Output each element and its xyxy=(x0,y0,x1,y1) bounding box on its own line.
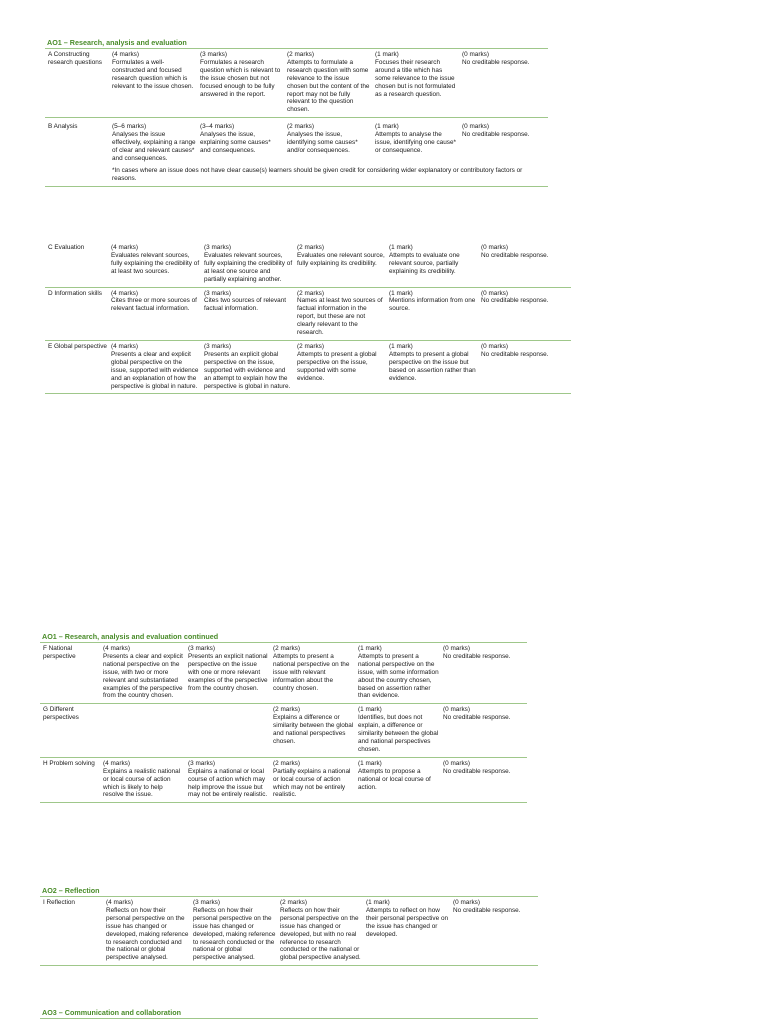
descriptor: Evaluates relevant sources, fully explaining the credibility of at least one source and partially explaining another. xyxy=(204,251,293,283)
marks-cell xyxy=(356,757,441,803)
marks-label: (2 marks) xyxy=(297,289,324,297)
criterion-row-g xyxy=(40,704,527,757)
descriptor: Explains a realistic national or local course of action which is likely to help resolve the issue. xyxy=(103,767,181,799)
marks-cell xyxy=(387,242,479,287)
marks-cell xyxy=(186,704,271,757)
marks-cell xyxy=(460,49,548,118)
marks-label: (3 marks) xyxy=(204,342,231,350)
descriptor: No creditable response. xyxy=(481,251,549,259)
marks-cell xyxy=(364,897,451,966)
section-title: AO1 – Research, analysis and evaluation xyxy=(45,38,548,49)
marks-label: (3 marks) xyxy=(204,244,231,251)
section-title: AO2 – Reflection xyxy=(40,886,538,897)
section-title: AO3 – Communication and collaboration xyxy=(40,1008,538,1019)
footnote: *In cases where an issue does not have clear cause(s) learners should be given credit for considering wider explanatory or contributory factors or reasons. xyxy=(110,166,548,186)
marks-label: (2 marks) xyxy=(273,706,300,714)
criterion-label: I Reflection xyxy=(40,897,104,966)
marks-label: (4 marks) xyxy=(103,645,130,652)
descriptor: Partially explains a national or local course of action which may not be entirely realistic. xyxy=(273,767,351,799)
descriptor: Presents a clear and explicit national perspective on the issue, with two or more relevant and substantiated examples of the perspective from the country chosen. xyxy=(103,652,183,700)
descriptor: No creditable response. xyxy=(462,131,530,139)
criterion-label: B Analysis xyxy=(48,123,78,131)
marks-cell xyxy=(479,287,571,340)
marks-label: (1 mark) xyxy=(389,244,413,251)
descriptor: Focuses their research around a title which has some relevance to the issue chosen but is not formulated as a research question. xyxy=(375,58,456,98)
descriptor: Analyses the issue effectively, explaining a range of clear and relevant causes* and consequences. xyxy=(112,131,196,162)
criterion-row-d xyxy=(45,287,571,340)
criterion-label: H Problem solving xyxy=(40,757,101,803)
criterion-label: G Different perspectives xyxy=(40,704,101,757)
marks-cell xyxy=(191,897,278,966)
criterion-label: F National perspective xyxy=(40,643,101,704)
marks-label: (2 marks) xyxy=(297,342,324,350)
block-ao3 xyxy=(40,1008,538,1019)
marks-cell xyxy=(109,242,202,287)
marks-cell xyxy=(101,643,186,704)
marks-label: (3 marks) xyxy=(188,759,215,767)
marks-cell xyxy=(202,287,295,340)
marks-label: (2 marks) xyxy=(280,899,307,906)
marks-label: (0 marks) xyxy=(453,899,480,906)
descriptor: No creditable response. xyxy=(443,652,511,660)
marks-label: (2 marks) xyxy=(273,645,300,652)
marks-label: (4 marks) xyxy=(106,899,133,906)
marks-label: (0 marks) xyxy=(462,51,489,58)
marks-cell xyxy=(441,757,527,803)
marks-cell xyxy=(387,287,479,340)
marks-cell xyxy=(295,340,387,393)
descriptor: Formulates a research question which is relevant to the issue chosen but not focused enough to be fully answered in the report. xyxy=(200,58,281,98)
marks-label: (1 mark) xyxy=(366,899,390,906)
marks-label: (0 marks) xyxy=(443,706,470,714)
marks-label: (0 marks) xyxy=(481,244,508,251)
criterion-row-b xyxy=(45,118,548,166)
marks-label: (0 marks) xyxy=(481,289,508,297)
marks-cell xyxy=(451,897,538,966)
criteria-table xyxy=(40,643,527,803)
marks-label: (5–6 marks) xyxy=(112,123,147,131)
marks-label: (4 marks) xyxy=(111,342,138,350)
descriptor: Attempts to present a national perspective on the issue with relevant information about the country chosen. xyxy=(273,652,350,692)
descriptor: Presents a clear and explicit global perspective on the issue, supported with evidence and an explanation of how the perspective is global in nature. xyxy=(111,350,199,390)
criterion-label: C Evaluation xyxy=(45,242,109,287)
marks-label: (3–4 marks) xyxy=(200,123,235,131)
descriptor: Attempts to formulate a research question with some relevance to the issue chosen but the content of the report may not be fully relevant to the question chosen. xyxy=(287,58,370,114)
marks-label: (1 mark) xyxy=(358,706,382,714)
descriptor: No creditable response. xyxy=(462,58,530,66)
marks-cell xyxy=(104,897,191,966)
marks-cell xyxy=(285,49,373,118)
marks-cell xyxy=(295,242,387,287)
marks-cell xyxy=(202,242,295,287)
marks-cell xyxy=(278,897,364,966)
descriptor: Attempts to evaluate one relevant source, partially explaining its credibility. xyxy=(389,251,460,275)
footnote-row xyxy=(45,166,548,186)
marks-label: (1 mark) xyxy=(375,123,399,131)
block-ao2 xyxy=(40,886,538,966)
marks-cell xyxy=(186,757,271,803)
descriptor: Analyses the issue, identifying some causes* and/or consequences. xyxy=(287,131,358,154)
marks-cell xyxy=(271,757,356,803)
criterion-row-e xyxy=(45,340,571,393)
marks-cell xyxy=(109,340,202,393)
marks-cell xyxy=(373,49,460,118)
criterion-label: A Constructing research questions xyxy=(48,51,102,66)
marks-label: (4 marks) xyxy=(111,244,138,251)
criterion-row-c xyxy=(45,242,571,287)
marks-label: (0 marks) xyxy=(481,342,508,350)
block-ao1-part2 xyxy=(45,242,571,394)
marks-cell xyxy=(441,704,527,757)
marks-label: (1 mark) xyxy=(389,342,413,350)
descriptor: Explains a national or local course of action which may help improve the issue but may not be entirely realistic. xyxy=(188,767,268,799)
criterion-label: E Global perspective xyxy=(45,340,109,393)
marks-label: (1 mark) xyxy=(375,51,399,58)
marks-label: (2 marks) xyxy=(287,123,314,131)
descriptor: No creditable response. xyxy=(453,906,521,914)
descriptor: Presents an explicit national perspective on the issue with one or more relevant examples of the perspective from the country chosen. xyxy=(188,652,268,692)
criterion-row-f xyxy=(40,643,527,704)
descriptor: Attempts to present a global perspective on the issue but based on assertion rather than evidence. xyxy=(389,350,476,382)
marks-cell xyxy=(186,643,271,704)
descriptor: No creditable response. xyxy=(443,767,511,775)
criteria-table xyxy=(40,897,538,966)
descriptor: Explains a difference or similarity between the global and national perspectives chosen. xyxy=(273,714,354,745)
descriptor: Attempts to analyse the issue, identifying one cause* or consequence. xyxy=(375,131,457,154)
marks-cell xyxy=(202,340,295,393)
criterion-row-i xyxy=(40,897,538,966)
descriptor: Attempts to present a global perspective on the issue, supported with some evidence. xyxy=(297,350,377,382)
marks-label: (0 marks) xyxy=(443,645,470,652)
marks-label: (2 marks) xyxy=(297,244,324,251)
descriptor: Cites two sources of relevant factual information. xyxy=(204,297,287,313)
section-title: AO1 – Research, analysis and evaluation continued xyxy=(40,632,527,643)
marks-cell xyxy=(198,118,285,166)
descriptor: No creditable response. xyxy=(481,297,549,305)
marks-cell xyxy=(460,118,548,166)
criteria-table xyxy=(45,242,571,394)
marks-label: (3 marks) xyxy=(188,645,215,652)
criterion-row-h xyxy=(40,757,527,803)
descriptor: No creditable response. xyxy=(481,350,549,358)
descriptor: Presents an explicit global perspective on the issue, supported with evidence and an attempt to explain how the perspective is global in nature. xyxy=(204,350,291,390)
descriptor: Attempts to reflect on how their personal perspective on the issue has changed or developed. xyxy=(366,906,449,938)
marks-label: (1 mark) xyxy=(389,289,413,297)
marks-cell xyxy=(101,704,186,757)
marks-cell xyxy=(109,287,202,340)
criterion-label: D Information skills xyxy=(45,287,109,340)
marks-cell xyxy=(356,643,441,704)
descriptor: Evaluates one relevant source, fully explaining its credibility. xyxy=(297,251,385,267)
marks-cell xyxy=(271,704,356,757)
marks-label: (3 marks) xyxy=(193,899,220,906)
criteria-table xyxy=(45,49,548,187)
descriptor: Reflects on how their personal perspective on the issue has changed or developed, making reference to research conducted or the national or global perspective analysed. xyxy=(193,906,276,962)
marks-cell xyxy=(441,643,527,704)
marks-label: (3 marks) xyxy=(200,51,227,58)
marks-label: (2 marks) xyxy=(287,51,314,58)
marks-cell xyxy=(479,340,571,393)
marks-label: (3 marks) xyxy=(204,289,231,297)
marks-label: (4 marks) xyxy=(111,289,138,297)
marks-label: (1 mark) xyxy=(358,759,382,767)
descriptor: Attempts to propose a national or local course of action. xyxy=(358,767,431,791)
descriptor: Reflects on how their personal perspective on the issue has changed or developed, making reference to research conducted and the national or global perspective analysed. xyxy=(106,906,189,962)
marks-label: (0 marks) xyxy=(443,759,470,767)
marks-cell xyxy=(387,340,479,393)
descriptor: Identifies, but does not explain, a difference or similarity between the global and national perspectives chosen. xyxy=(358,714,439,753)
block-ao1-part1 xyxy=(45,38,548,187)
marks-cell xyxy=(285,118,373,166)
marks-cell xyxy=(198,49,285,118)
marks-cell xyxy=(101,757,186,803)
marks-cell xyxy=(295,287,387,340)
descriptor: Names at least two sources of factual information in the report, but these are not clearly relevant to the research. xyxy=(297,297,383,337)
descriptor: Formulates a well-constructed and focused research question which is relevant to the issue chosen. xyxy=(112,58,194,90)
marks-label: (4 marks) xyxy=(112,51,139,58)
descriptor: Attempts to present a national perspective on the issue, with some information about the country chosen, based on assertion rather than evidence. xyxy=(358,652,439,700)
descriptor: Evaluates relevant sources, fully explaining the credibility of at least two sources. xyxy=(111,251,200,275)
descriptor: Analyses the issue, explaining some causes* and consequences. xyxy=(200,131,271,154)
criterion-row-a xyxy=(45,49,548,118)
descriptor: Reflects on how their personal perspective on the issue has changed or developed, but with no real reference to research conducted or the national or global perspective analysed. xyxy=(280,906,361,962)
marks-cell xyxy=(373,118,460,166)
marks-label: (0 marks) xyxy=(462,123,489,131)
marks-cell xyxy=(110,49,198,118)
marks-cell xyxy=(271,643,356,704)
descriptor: Cites three or more sources of relevant factual information. xyxy=(111,297,197,313)
marks-label: (2 marks) xyxy=(273,759,300,767)
marks-cell xyxy=(356,704,441,757)
marks-cell xyxy=(479,242,571,287)
descriptor: No creditable response. xyxy=(443,714,511,722)
descriptor: Mentions information from one source. xyxy=(389,297,476,313)
marks-label: (1 mark) xyxy=(358,645,382,652)
block-ao1-continued xyxy=(40,632,527,803)
marks-cell xyxy=(110,118,198,166)
marks-label: (4 marks) xyxy=(103,759,130,767)
